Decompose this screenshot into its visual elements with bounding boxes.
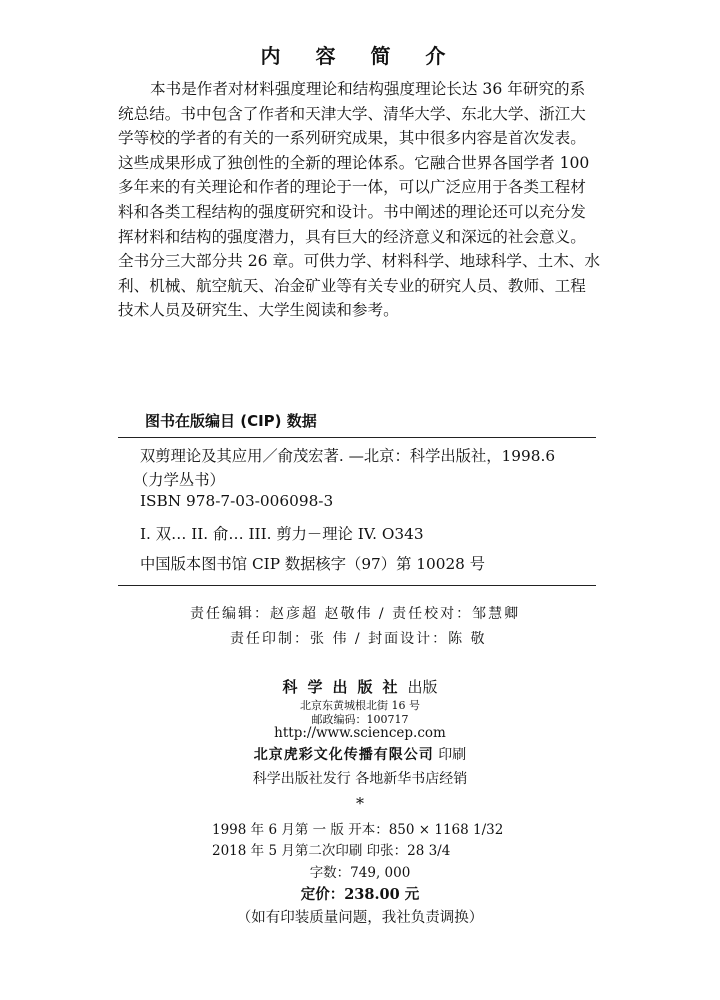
production-credit-line: 责任印制：张 伟 / 封面设计：陈 敬: [230, 631, 487, 647]
summary-line: 这些成果形成了独创性的全新的理论体系。它融合世界各国学者 100: [118, 153, 590, 172]
summary-line: 全书分三大部分共 26 章。可供力学、材料科学、地球科学、土木、水: [118, 252, 600, 271]
page-title: 内 容 简 介: [260, 44, 460, 68]
summary-paragraph: [118, 77, 618, 323]
summary-line: 挥材料和结构的强度潜力，具有巨大的经济意义和深远的社会意义。: [118, 227, 586, 246]
cip-series-line: （力学丛书）: [133, 471, 225, 489]
edition-line: 1998 年 6 月第 一 版 开本：850 × 1168 1/32: [212, 822, 504, 838]
summary-line: 多年来的有关理论和作者的理论于一体，可以广泛应用于各类工程材: [118, 178, 586, 197]
cip-isbn-line: ISBN 978-7-03-006098-3: [140, 492, 334, 510]
summary-line: 统总结。书中包含了作者和天津大学、清华大学、东北大学、浙江大: [118, 104, 586, 123]
price: 定价：238.00 元: [300, 886, 420, 903]
publisher-url: http://www.sciencep.com: [274, 725, 446, 741]
cip-title-line: 双剪理论及其应用／俞茂宏著. —北京：科学出版社，1998.6: [140, 447, 556, 465]
separator-star: *: [356, 794, 364, 813]
printing-line: 2018 年 5 月第二次印刷 印张：28 3/4: [212, 843, 451, 859]
printer-line: [160, 744, 560, 764]
printer-name: 北京虎彩文化传播有限公司: [253, 747, 434, 763]
summary-line: 学等校的学者的有关的一系列研究成果，其中很多内容是首次发表。: [118, 129, 586, 148]
summary-line: 技术人员及研究生、大学生阅读和参考。: [118, 301, 399, 320]
publisher-suffix: 出版: [407, 678, 438, 696]
cip-heading: 图书在版编目 (CIP) 数据: [145, 412, 317, 430]
cip-classification-line: I. 双… II. 俞… III. 剪力－理论 IV. O343: [140, 525, 424, 543]
cip-record-line: 中国版本图书馆 CIP 数据核字（97）第 10028 号: [140, 555, 486, 573]
word-count: 字数：749, 000: [309, 865, 411, 881]
distribution-line: 科学出版社发行 各地新华书店经销: [252, 771, 468, 787]
printer-suffix: 印刷: [438, 747, 467, 763]
summary-line: 料和各类工程结构的强度研究和设计。书中阐述的理论还可以充分发: [118, 202, 586, 221]
editor-credit-line: 责任编辑：赵彦超 赵敬伟 / 责任校对：邹慧卿: [190, 606, 521, 622]
publisher-address: 北京东黄城根北街 16 号: [300, 699, 420, 712]
cip-bottom-rule: [118, 585, 596, 586]
summary-line: 利、机械、航空航天、冶金矿业等有关专业的研究人员、教师、工程: [118, 276, 586, 295]
publisher-name: 科学出版社: [282, 678, 408, 696]
summary-line: 本书是作者对材料强度理论和结构强度理论长达 36 年研究的系: [150, 80, 586, 98]
cip-top-rule: [118, 437, 596, 438]
publisher-line: [160, 676, 560, 697]
quality-note: （如有印装质量问题，我社负责调换）: [236, 910, 484, 926]
publisher-postcode: 邮政编码：100717: [311, 713, 409, 726]
